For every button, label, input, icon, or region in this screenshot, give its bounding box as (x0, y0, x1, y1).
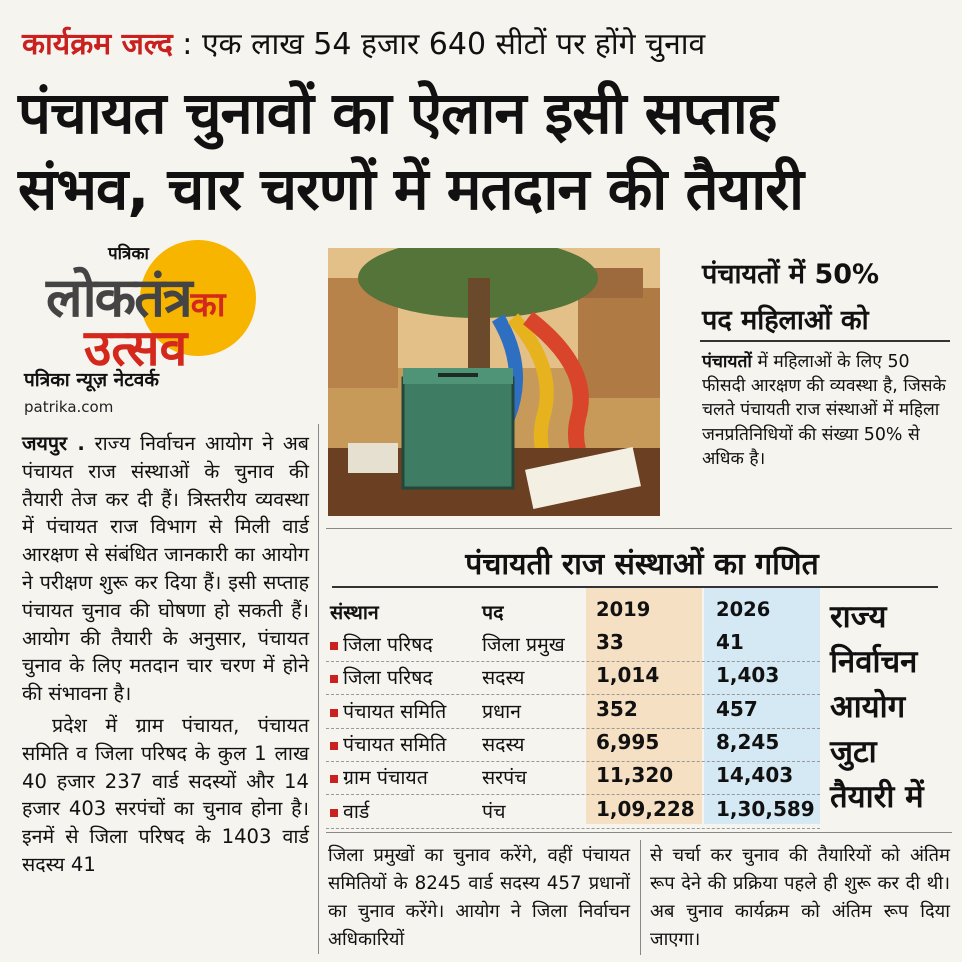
row-bullet-icon (330, 775, 338, 783)
table-cell-2019: 1,014 (596, 663, 660, 687)
table-cell-2019: 352 (596, 697, 638, 721)
table-cell-2026: 457 (716, 697, 758, 721)
logo-sub-text: उत्सव (84, 319, 188, 377)
table-cell-2019: 33 (596, 630, 624, 654)
kicker-text: एक लाख 54 हजार 640 सीटों पर होंगे चुनाव (201, 27, 706, 62)
table-bottom-rule (326, 832, 952, 833)
table-cell-2026: 1,30,589 (716, 797, 815, 821)
logo-small-text: पत्रिका (108, 244, 149, 264)
table-cell-2026: 1,403 (716, 663, 780, 687)
table-cell-text: जिला परिषद (343, 666, 433, 689)
table-row-divider (326, 661, 820, 662)
illustration-svg (328, 248, 660, 516)
logo-ka: का (190, 285, 224, 325)
headline-line-2: संभव, चार चरणों में मतदान की तैयारी (18, 155, 803, 223)
table-cell-institution (330, 630, 433, 657)
dateline: जयपुर . (22, 432, 85, 455)
row-bullet-icon (330, 709, 338, 717)
table-header-2019: 2019 (596, 598, 651, 621)
vertical-headline-line: तैयारी में (830, 779, 924, 815)
sidebar-body (702, 350, 952, 471)
table-cell-institution (330, 763, 428, 790)
headline-line-1: पंचायत चुनावों का ऐलान इसी सप्ताह (18, 79, 777, 147)
table-row-divider (326, 761, 820, 762)
table-cell-institution (330, 663, 433, 690)
table-header-institution: संस्थान (330, 601, 379, 624)
table-cell-post: सरपंच (482, 766, 527, 789)
table-row-divider (326, 728, 820, 729)
kicker-colon: : (172, 27, 202, 62)
kicker (22, 22, 705, 63)
column-1-para-2: प्रदेश में ग्राम पंचायत, पंचायत समिति व जिला परिषद के कुल 1 लाख 40 हजार 237 वार्ड सदस्यों और 14 हजार 403 सरपंचों का चुनाव होना है। इनमें से जिला परिषद के 1403 वार्ड सदस्य 41 (22, 713, 309, 876)
table-cell-post: पंच (482, 800, 506, 823)
table-cell-post: जिला प्रमुख (482, 633, 565, 656)
column-divider (640, 840, 641, 955)
vertical-headline (830, 595, 924, 820)
byline-network: पत्रिका न्यूज़ नेटवर्क (24, 369, 159, 391)
table-cell-institution (330, 730, 446, 757)
table-row-divider (326, 794, 820, 795)
sidebar-text: में महिलाओं के लिए 50 फीसदी आरक्षण की व्यवस्था है, जिसके चलते पंचायती राज संस्थाओं में महिला जनप्रतिनिधियों की संख्या 50% से अधिक है। (702, 352, 946, 469)
sidebar-rule (700, 340, 950, 342)
vertical-headline-line: राज्य (830, 599, 887, 635)
table-cell-text: ग्राम पंचायत (343, 766, 428, 789)
row-bullet-icon (330, 642, 338, 650)
sidebar-heading-line-2: पद महिलाओं को (702, 305, 869, 336)
sidebar-lead: पंचायतों (702, 352, 752, 372)
table-row-divider (326, 694, 820, 695)
table-cell-post: सदस्य (482, 733, 525, 756)
table-cell-institution (330, 697, 446, 724)
table-cell-2019: 11,320 (596, 763, 674, 787)
table-cell-2026: 14,403 (716, 763, 794, 787)
kicker-label: कार्यक्रम जल्द (22, 27, 173, 62)
vertical-headline-line: निर्वाचन (830, 644, 918, 680)
table-cell-2026: 8,245 (716, 730, 780, 754)
row-bullet-icon (330, 675, 338, 683)
table-cell-text: वार्ड (343, 800, 370, 823)
table-title: पंचायती राज संस्थाओं का गणित (332, 542, 952, 583)
column-1-para-1: राज्य निर्वाचन आयोग ने अब पंचायत राज संस्थाओं के चुनाव की तैयारी तेज कर दी हैं। त्रिस्तरीय व्यवस्था में पंचायत राज विभाग से मिली वार्ड आरक्षण से संबंधित जानकारी का आयोग ने परीक्षण शुरू कर दिया हैं। इसी सप्ताह पंचायत चुनाव की घोषणा हो सकती हैं। आयोग की तैयारी के अनुसार, पंचायत चुनाव के लिए मतदान चार चरण में होने की संभावना है। (22, 432, 309, 706)
row-bullet-icon (330, 809, 338, 817)
sidebar-heading-line-1: पंचायतों में 50% (702, 259, 880, 290)
table-cell-2019: 6,995 (596, 730, 660, 754)
table-cell-post: प्रधान (482, 700, 521, 723)
column-1-body (22, 430, 309, 879)
table-cell-post: सदस्य (482, 666, 525, 689)
column-3-body: से चर्चा कर चुनाव की तैयारियों को अंतिम रूप देने की प्रक्रिया पहले ही शुरू कर दी थी। अब चुनाव कार्यक्रम को अंतिम रूप दिया जाएगा। (650, 845, 950, 950)
row-bullet-icon (330, 742, 338, 750)
table-cell-text: पंचायत समिति (343, 700, 447, 723)
logo-main-word: लोकतंत्र (46, 266, 191, 329)
table-header-post: पद (482, 601, 504, 624)
table-cell-text: जिला परिषद (343, 633, 433, 656)
vertical-headline-line: आयोग (830, 689, 906, 725)
table-cell-2026: 41 (716, 630, 744, 654)
table-row-divider (326, 828, 820, 829)
vertical-headline-line: जुटा (830, 734, 877, 770)
column-divider (318, 424, 319, 954)
table-header-2026: 2026 (716, 598, 771, 621)
table-cell-text: पंचायत समिति (343, 733, 447, 756)
ballot-box-illustration (328, 248, 660, 516)
sidebar-heading (702, 252, 879, 344)
table-top-rule (326, 528, 952, 529)
table-cell-institution (330, 797, 369, 824)
column-2-body: जिला प्रमुखों का चुनाव करेंगे, वहीं पंचायत समितियों के 8245 वार्ड सदस्य 457 प्रधानों का चुनाव करेंगे। आयोग ने जिला निर्वाचन अधिकारियों (328, 845, 630, 950)
byline-site: patrika.com (24, 398, 114, 416)
table-cell-2019: 1,09,228 (596, 797, 695, 821)
